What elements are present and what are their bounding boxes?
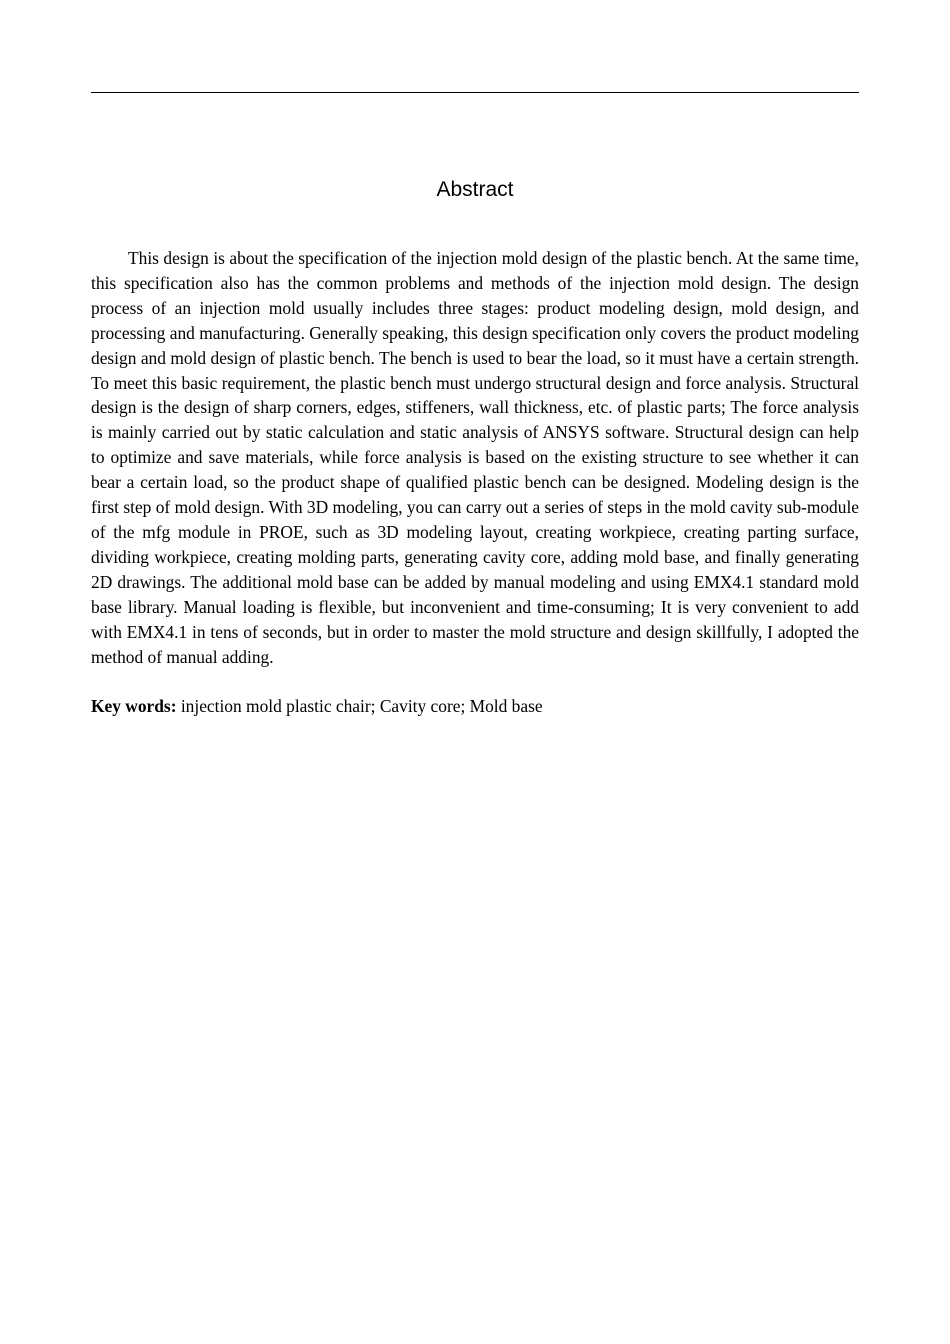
abstract-body: This design is about the specification of the injection mold design of the plastic bench. At the same time, this specification also has the common problems and methods of the injection mold design. The design process of an injection mold usually includes three stages: product modeling design, mold design, and processing and manufacturing. Generally speaking, this design specification only covers the product modeling design and mold design of plastic bench. The bench is used to bear the load, so it must have a certain strength. To meet this basic requirement, the plastic bench must undergo structural design and force analysis. Structural design is the design of sharp corners, edges, stiffeners, wall thickness, etc. of plastic parts; The force analysis is mainly carried out by static calculation and static analysis of ANSYS software. Structural design can help to optimize and save materials, while force analysis is based on the existing structure to see whether it can bear a certain load, so the product shape of qualified plastic bench can be designed. Modeling design is the first step of mold design. With 3D modeling, you can carry out a series of steps in the mold cavity sub-module of the mfg module in PROE, such as 3D modeling layout, creating workpiece, creating parting surface, dividing workpiece, creating molding parts, generating cavity core, adding mold base, and finally generating 2D drawings. The additional mold base can be added by manual modeling and using EMX4.1 standard mold base library. Manual loading is flexible, but inconvenient and time-consuming; It is very convenient to add with EMX4.1 in tens of seconds, but in order to master the mold structure and design skillfully, I adopted the method of manual adding. bbox=[91, 248, 859, 667]
keywords-text: injection mold plastic chair; Cavity core; Mold base bbox=[176, 696, 543, 716]
header-rule bbox=[91, 92, 859, 93]
abstract-title: Abstract bbox=[436, 178, 514, 201]
keywords-label: Key words: bbox=[91, 696, 177, 716]
keywords-line bbox=[91, 694, 859, 719]
